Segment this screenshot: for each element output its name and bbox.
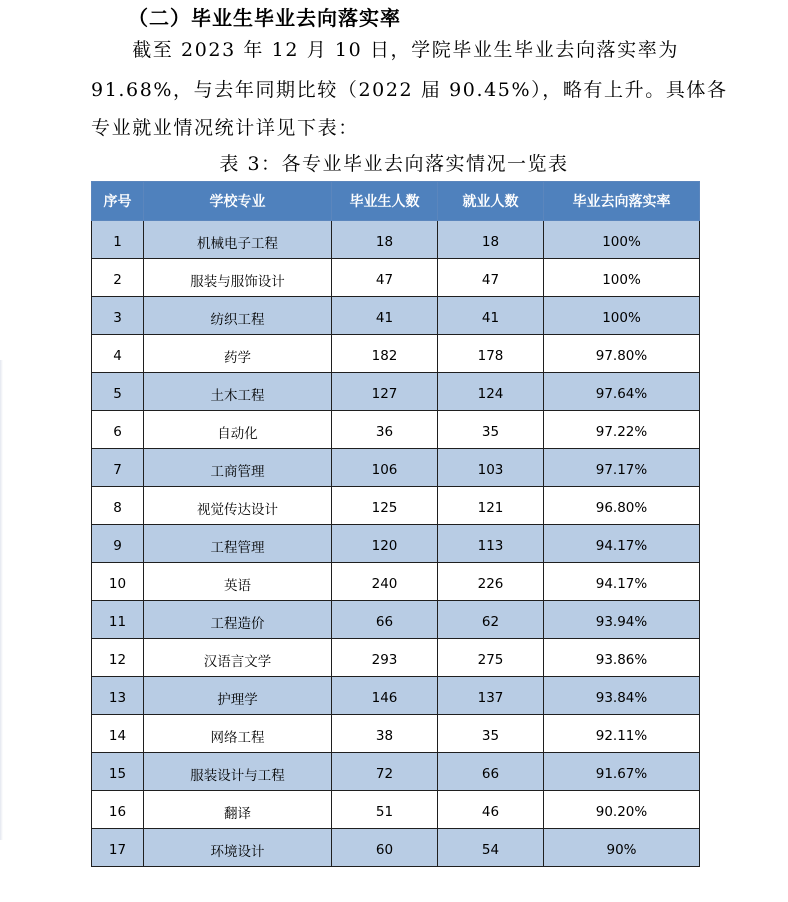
cell-graduates: 36 xyxy=(332,411,438,449)
cell-index: 7 xyxy=(92,449,144,487)
cell-index: 2 xyxy=(92,259,144,297)
cell-rate: 90.20% xyxy=(544,791,700,829)
table-header-row xyxy=(92,182,700,221)
cell-employed: 54 xyxy=(438,829,544,867)
cell-major: 网络工程 xyxy=(144,715,332,753)
cell-major: 护理学 xyxy=(144,677,332,715)
cell-graduates: 127 xyxy=(332,373,438,411)
cell-rate: 94.17% xyxy=(544,525,700,563)
cell-major: 工程管理 xyxy=(144,525,332,563)
cell-major: 视觉传达设计 xyxy=(144,487,332,525)
table-row xyxy=(92,829,700,867)
cell-employed: 47 xyxy=(438,259,544,297)
cell-index: 1 xyxy=(92,221,144,259)
cell-rate: 93.86% xyxy=(544,639,700,677)
cell-graduates: 60 xyxy=(332,829,438,867)
cell-index: 4 xyxy=(92,335,144,373)
cell-graduates: 41 xyxy=(332,297,438,335)
cell-index: 9 xyxy=(92,525,144,563)
cell-graduates: 18 xyxy=(332,221,438,259)
header-index: 序号 xyxy=(92,182,144,221)
cell-rate: 97.64% xyxy=(544,373,700,411)
cell-major: 翻译 xyxy=(144,791,332,829)
cell-employed: 113 xyxy=(438,525,544,563)
employment-table xyxy=(91,181,700,867)
cell-rate: 94.17% xyxy=(544,563,700,601)
cell-major: 英语 xyxy=(144,563,332,601)
cell-employed: 124 xyxy=(438,373,544,411)
cell-major: 自动化 xyxy=(144,411,332,449)
cell-graduates: 72 xyxy=(332,753,438,791)
cell-employed: 103 xyxy=(438,449,544,487)
table-row xyxy=(92,715,700,753)
cell-graduates: 51 xyxy=(332,791,438,829)
cell-index: 15 xyxy=(92,753,144,791)
cell-index: 16 xyxy=(92,791,144,829)
cell-index: 6 xyxy=(92,411,144,449)
cell-employed: 121 xyxy=(438,487,544,525)
table-row xyxy=(92,221,700,259)
cell-index: 3 xyxy=(92,297,144,335)
cell-graduates: 293 xyxy=(332,639,438,677)
cell-rate: 100% xyxy=(544,297,700,335)
cell-rate: 92.11% xyxy=(544,715,700,753)
cell-index: 8 xyxy=(92,487,144,525)
cell-employed: 46 xyxy=(438,791,544,829)
cell-employed: 62 xyxy=(438,601,544,639)
cell-rate: 97.17% xyxy=(544,449,700,487)
cell-major: 工商管理 xyxy=(144,449,332,487)
cell-major: 环境设计 xyxy=(144,829,332,867)
cell-graduates: 38 xyxy=(332,715,438,753)
header-graduates: 毕业生人数 xyxy=(332,182,438,221)
cell-employed: 137 xyxy=(438,677,544,715)
table-row xyxy=(92,753,700,791)
table-row xyxy=(92,487,700,525)
table-row xyxy=(92,563,700,601)
paragraph-line-3: 专业就业情况统计详见下表： xyxy=(91,117,359,139)
cell-index: 14 xyxy=(92,715,144,753)
section-heading: （二）毕业生毕业去向落实率 xyxy=(128,6,401,30)
table-row xyxy=(92,259,700,297)
table-row xyxy=(92,639,700,677)
cell-index: 17 xyxy=(92,829,144,867)
cell-major: 纺织工程 xyxy=(144,297,332,335)
cell-major: 药学 xyxy=(144,335,332,373)
cell-employed: 275 xyxy=(438,639,544,677)
table-caption: 表 3：各专业毕业去向落实情况一览表 xyxy=(219,153,569,175)
header-employed: 就业人数 xyxy=(438,182,544,221)
table-row xyxy=(92,449,700,487)
cell-major: 工程造价 xyxy=(144,601,332,639)
cell-employed: 18 xyxy=(438,221,544,259)
cell-rate: 100% xyxy=(544,259,700,297)
table-row xyxy=(92,601,700,639)
table-row xyxy=(92,373,700,411)
cell-index: 5 xyxy=(92,373,144,411)
cell-rate: 96.80% xyxy=(544,487,700,525)
cell-graduates: 66 xyxy=(332,601,438,639)
cell-employed: 178 xyxy=(438,335,544,373)
page-edge-shadow xyxy=(0,360,3,840)
cell-employed: 35 xyxy=(438,411,544,449)
cell-major: 服装设计与工程 xyxy=(144,753,332,791)
table-row xyxy=(92,525,700,563)
cell-graduates: 106 xyxy=(332,449,438,487)
cell-employed: 41 xyxy=(438,297,544,335)
cell-rate: 93.84% xyxy=(544,677,700,715)
table-row xyxy=(92,411,700,449)
cell-index: 13 xyxy=(92,677,144,715)
cell-rate: 97.80% xyxy=(544,335,700,373)
cell-index: 12 xyxy=(92,639,144,677)
paragraph-line-2: 91.68%，与去年同期比较（2022 届 90.45%），略有上升。具体各 xyxy=(91,79,728,101)
cell-major: 土木工程 xyxy=(144,373,332,411)
cell-index: 10 xyxy=(92,563,144,601)
header-rate: 毕业去向落实率 xyxy=(544,182,700,221)
cell-major: 服装与服饰设计 xyxy=(144,259,332,297)
table-row xyxy=(92,297,700,335)
cell-employed: 226 xyxy=(438,563,544,601)
cell-major: 机械电子工程 xyxy=(144,221,332,259)
table-row xyxy=(92,677,700,715)
cell-major: 汉语言文学 xyxy=(144,639,332,677)
cell-employed: 35 xyxy=(438,715,544,753)
cell-rate: 100% xyxy=(544,221,700,259)
cell-graduates: 125 xyxy=(332,487,438,525)
cell-employed: 66 xyxy=(438,753,544,791)
cell-graduates: 182 xyxy=(332,335,438,373)
cell-index: 11 xyxy=(92,601,144,639)
cell-graduates: 47 xyxy=(332,259,438,297)
header-major: 学校专业 xyxy=(144,182,332,221)
paragraph-line-1: 截至 2023 年 12 月 10 日，学院毕业生毕业去向落实率为 xyxy=(91,39,679,61)
cell-graduates: 240 xyxy=(332,563,438,601)
cell-rate: 91.67% xyxy=(544,753,700,791)
cell-graduates: 146 xyxy=(332,677,438,715)
cell-rate: 97.22% xyxy=(544,411,700,449)
cell-rate: 90% xyxy=(544,829,700,867)
table-row xyxy=(92,335,700,373)
table-row xyxy=(92,791,700,829)
cell-graduates: 120 xyxy=(332,525,438,563)
cell-rate: 93.94% xyxy=(544,601,700,639)
